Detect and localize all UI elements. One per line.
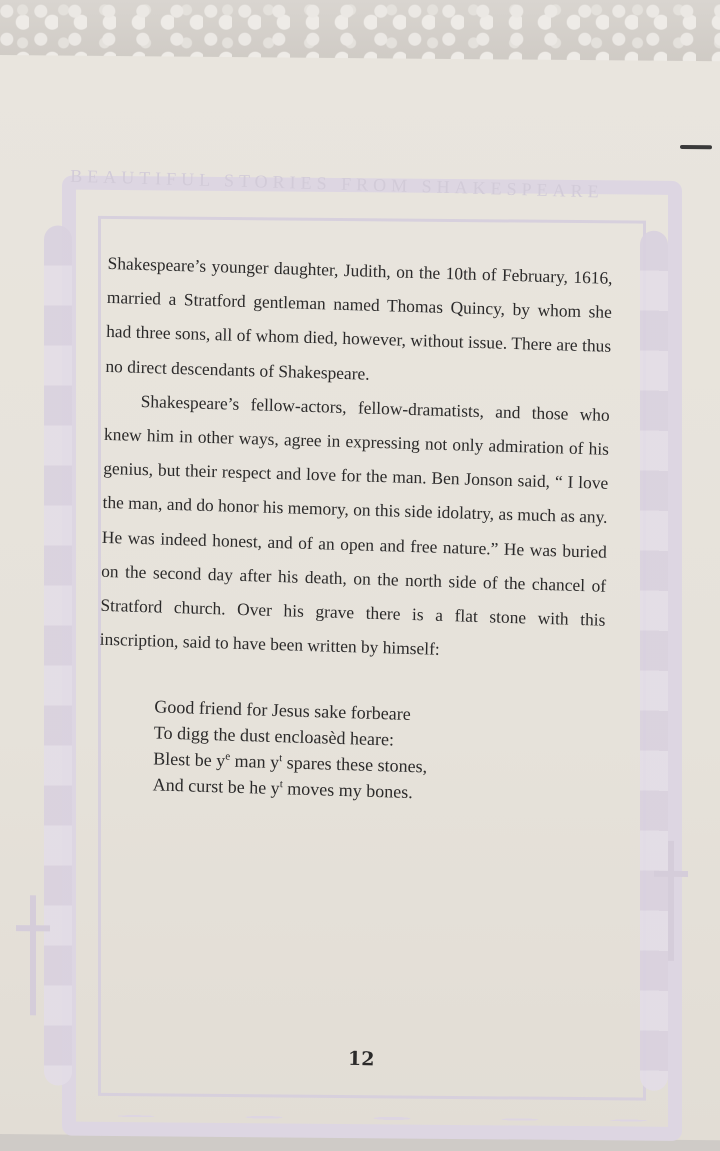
running-head: BEAUTIFUL STORIES FROM SHAKESPEARE: [69, 165, 604, 202]
poem-line-2: To digg the dust encloasèd heare:: [153, 722, 395, 750]
body-text: [96, 246, 612, 811]
left-sword-crossguard: [16, 925, 50, 931]
right-ornament-pillar: [640, 231, 668, 1091]
paragraph-2: Shakespeare’s fellow-actors, fellow-dramatists, and those who knew him in other ways, agree in expressing not only admiration of his genius, but their respect and love for the man. Ben Jonson said, “ I love the man, and do honor his memory, on this side idolatry, as much as any. He was indeed honest, and of an open and free nature.” He was buried on the second day after his death, on the north side of the chancel of Stratford church. Over his grave there is a flat stone with this inscription, said to have been written by himself:: [99, 390, 610, 660]
paragraph-1: Shakespeare’s younger daughter, Judith, on the 10th of February, 1616, married a Stratford gentleman named Thomas Quincy, by whom she had three sons, all of whom died, however, without issue. There are thus no direct descendants of Shakespeare.: [105, 252, 613, 384]
epitaph-poem: [152, 694, 603, 811]
poem-line-3: Blest be $y^e$ man $y^t$ spares these stones,: [153, 748, 428, 777]
bottom-ornament: [40, 1085, 680, 1151]
page-edge: [680, 145, 712, 149]
poem-line-4: And curst be he $y^t$ moves my bones.: [152, 774, 413, 803]
right-sword-ornament: [668, 841, 674, 961]
book-page: [0, 55, 720, 1140]
left-ornament-pillar: [44, 225, 72, 1085]
right-sword-crossguard: [654, 871, 688, 877]
left-sword-ornament: [30, 895, 36, 1015]
page-number: 12: [347, 1047, 375, 1071]
poem-line-1: Good friend for Jesus sake forbeare: [154, 696, 411, 725]
